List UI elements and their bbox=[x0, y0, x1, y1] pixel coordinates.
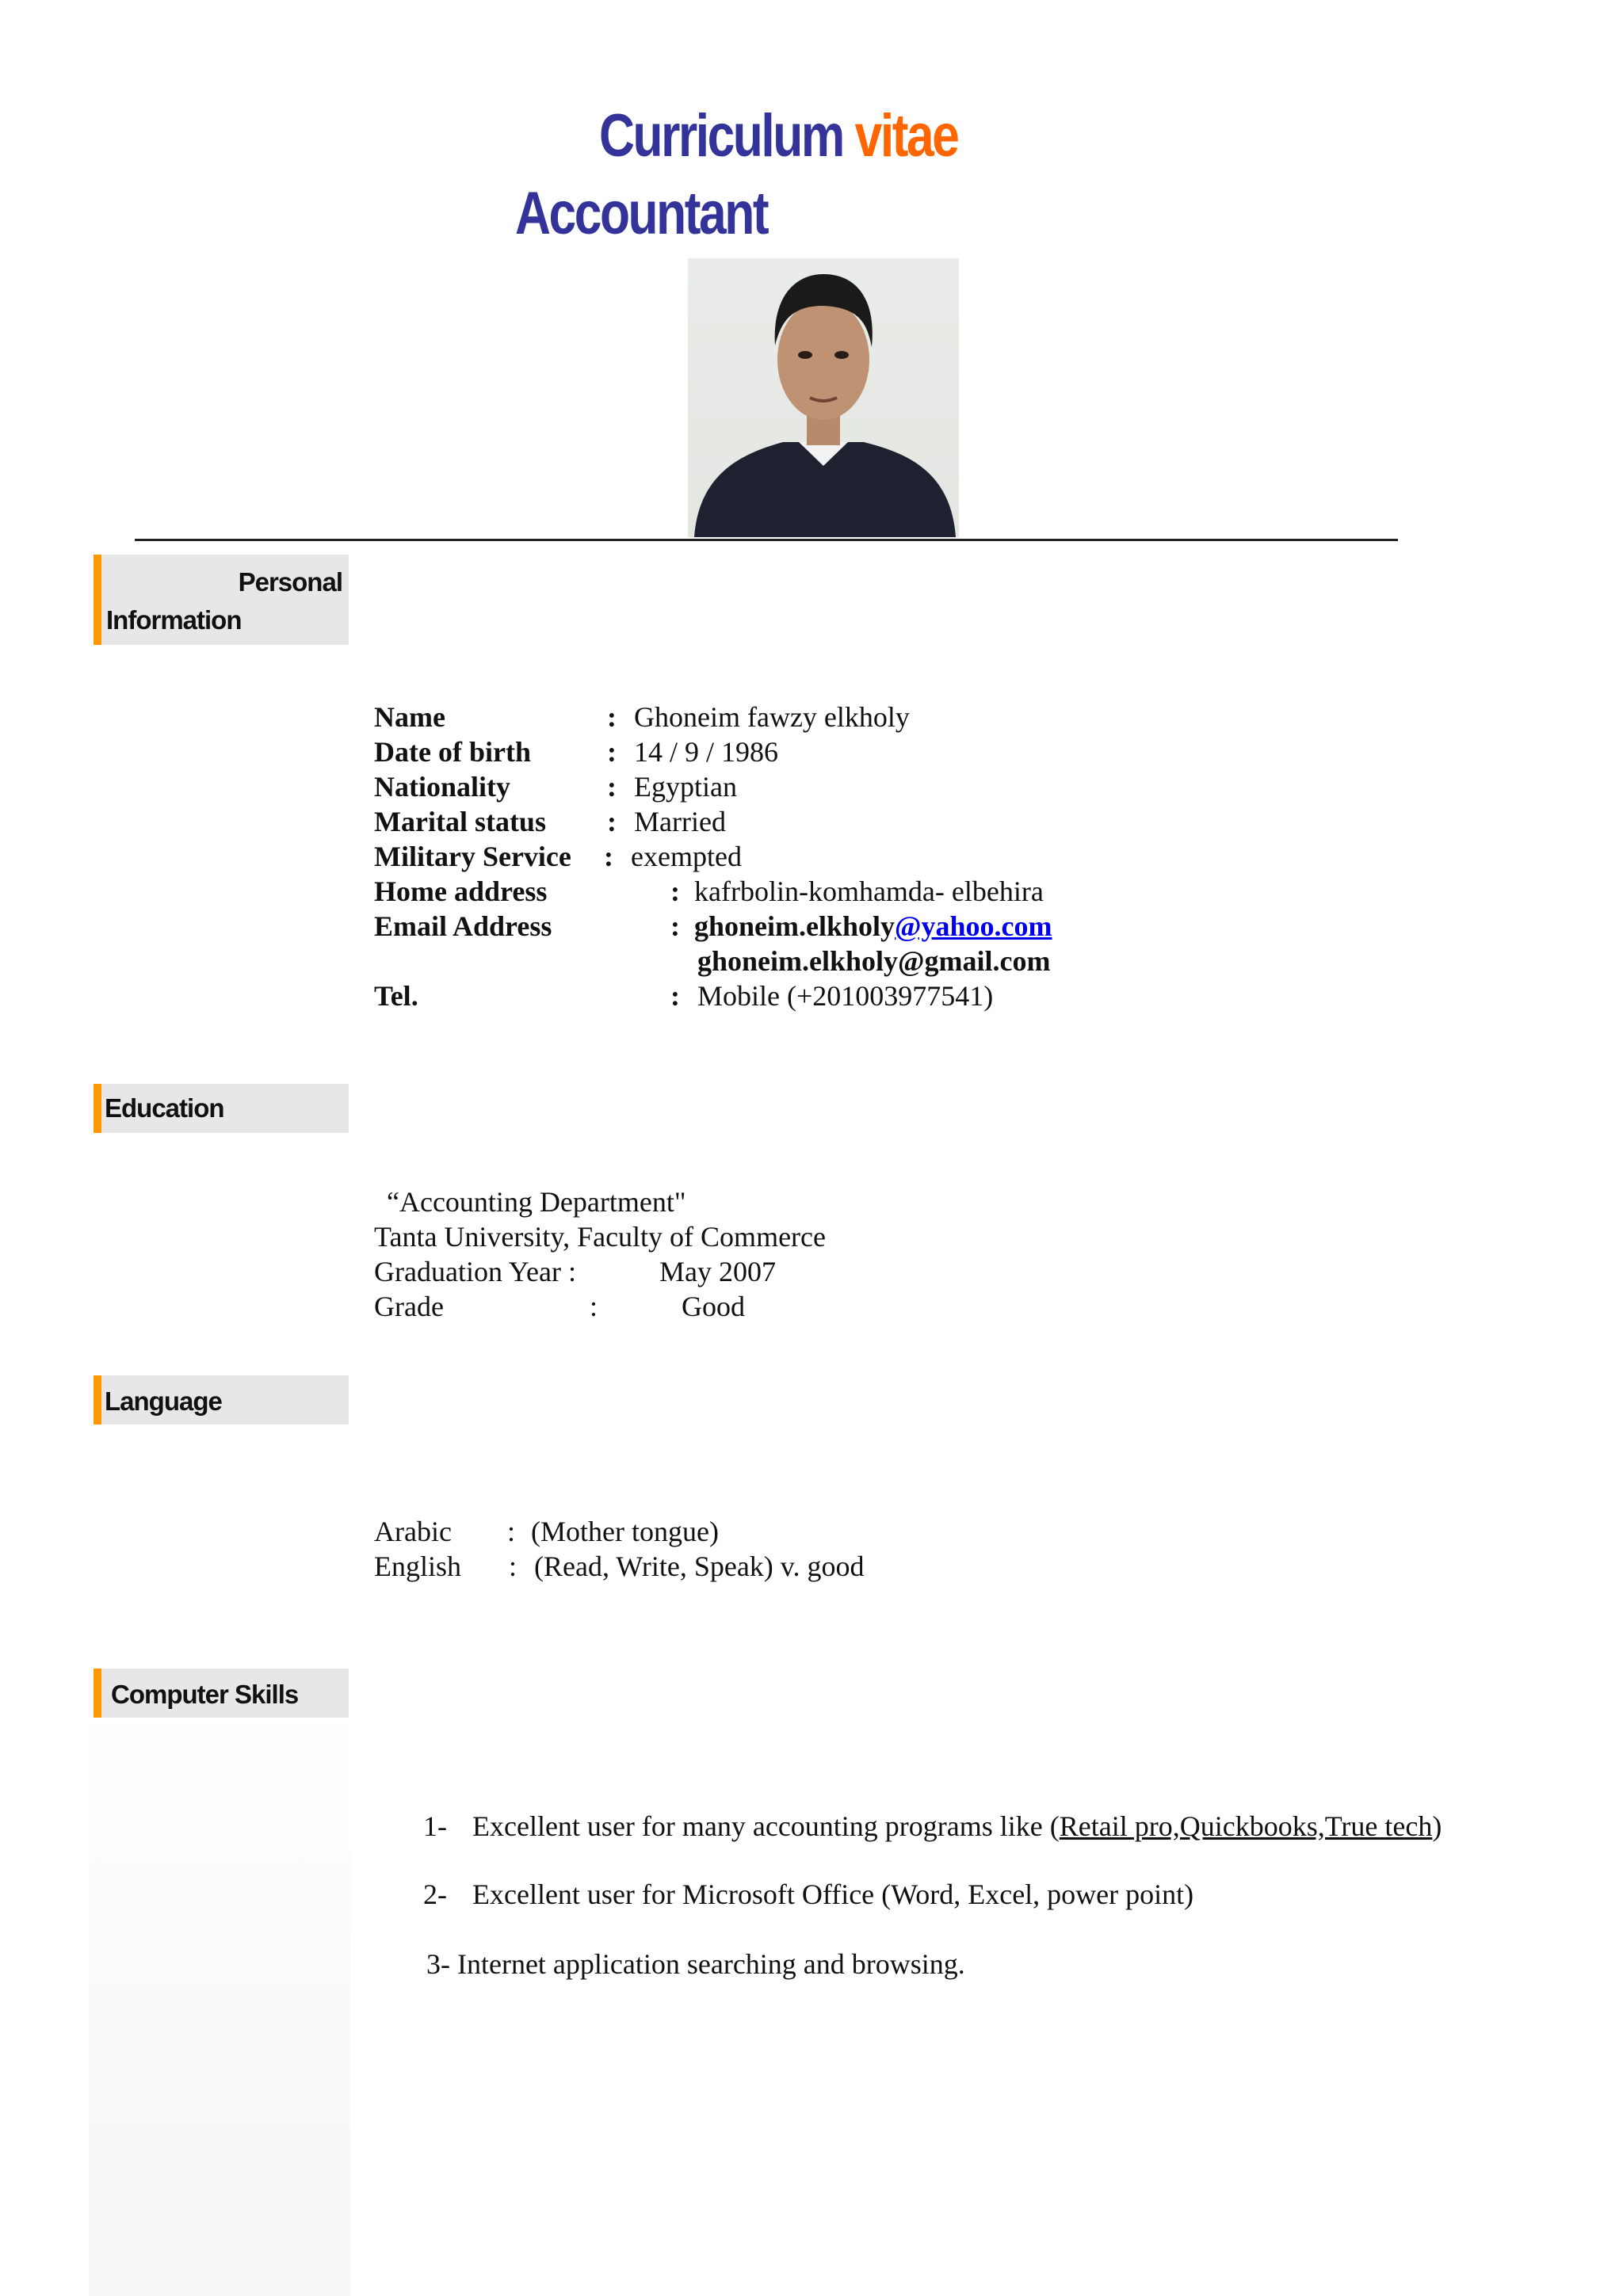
dob-value: 14 / 9 / 1986 bbox=[634, 736, 779, 768]
section-title-line2: Information bbox=[106, 605, 242, 635]
email-primary bbox=[694, 910, 1052, 943]
language-arabic-label: Arabic bbox=[374, 1516, 452, 1547]
nationality-value: Egyptian bbox=[634, 771, 737, 803]
skill-1-text: Excellent user for many accounting programs like ( bbox=[472, 1810, 1060, 1842]
marital-status-value: Married bbox=[634, 806, 726, 837]
language-english-separator: : bbox=[509, 1550, 517, 1582]
skill-1-number: 1- bbox=[423, 1810, 447, 1842]
tel-separator: : bbox=[670, 980, 680, 1012]
skill-1-close: ) bbox=[1432, 1810, 1442, 1842]
grade-label: Grade bbox=[374, 1291, 444, 1322]
language-english-label: English bbox=[374, 1550, 462, 1582]
language-english-value: (Read, Write, Speak) v. good bbox=[534, 1550, 865, 1582]
grade-value: Good bbox=[682, 1291, 745, 1322]
education-department: “Accounting Department" bbox=[387, 1186, 686, 1218]
skill-2-number: 2- bbox=[423, 1878, 447, 1910]
military-service-separator: : bbox=[604, 841, 613, 872]
tel-label: Tel. bbox=[374, 980, 418, 1012]
dob-separator: : bbox=[607, 736, 617, 768]
sidebar-shading bbox=[89, 1695, 350, 2296]
home-address-separator: : bbox=[670, 875, 680, 907]
dob-label: Date of birth bbox=[374, 736, 531, 768]
nationality-label: Nationality bbox=[374, 771, 511, 803]
profile-photo bbox=[688, 258, 959, 537]
education-university: Tanta University, Faculty of Commerce bbox=[374, 1221, 826, 1253]
skill-3-text: 3- Internet application searching and browsing. bbox=[426, 1948, 965, 1980]
marital-status-label: Marital status bbox=[374, 806, 546, 837]
job-title: Accountant bbox=[515, 180, 768, 247]
cv-title-main: Curriculum bbox=[599, 102, 843, 170]
home-address-label: Home address bbox=[374, 875, 548, 907]
military-service-value: exempted bbox=[631, 841, 742, 872]
skill-1 bbox=[472, 1810, 1442, 1843]
language-arabic-separator: : bbox=[507, 1516, 516, 1547]
email-primary-link[interactable]: @yahoo.com bbox=[895, 910, 1052, 942]
graduation-year-value: May 2007 bbox=[659, 1256, 776, 1287]
graduation-year-label: Graduation Year : bbox=[374, 1256, 576, 1287]
section-language: Language bbox=[94, 1375, 349, 1425]
name-separator: : bbox=[607, 701, 617, 733]
section-computer-skills: Computer Skills bbox=[94, 1669, 349, 1718]
email-secondary: ghoneim.elkholy@gmail.com bbox=[697, 945, 1051, 977]
skill-2-text: Excellent user for Microsoft Office (Word, Excel, power point) bbox=[472, 1878, 1194, 1910]
marital-status-separator: : bbox=[607, 806, 617, 837]
cv-title bbox=[599, 101, 957, 170]
home-address-value: kafrbolin-komhamda- elbehira bbox=[694, 875, 1044, 907]
email-label: Email Address bbox=[374, 910, 552, 942]
military-service-label: Military Service bbox=[374, 841, 571, 872]
name-value: Ghoneim fawzy elkholy bbox=[634, 701, 910, 733]
header-divider bbox=[135, 539, 1398, 541]
tel-value: Mobile (+201003977541) bbox=[697, 980, 994, 1012]
name-label: Name bbox=[374, 701, 445, 733]
section-personal-information bbox=[94, 555, 349, 645]
cv-title-accent: vitae bbox=[854, 102, 958, 170]
language-arabic-value: (Mother tongue) bbox=[531, 1516, 719, 1547]
nationality-separator: : bbox=[607, 771, 617, 803]
section-education: Education bbox=[94, 1084, 349, 1133]
skill-1-programs: Retail pro,Quickbooks,True tech bbox=[1059, 1810, 1433, 1842]
email-primary-user: ghoneim.elkholy bbox=[694, 910, 896, 942]
email-separator: : bbox=[670, 910, 680, 942]
section-title-line1: Personal bbox=[238, 567, 342, 597]
grade-separator: : bbox=[590, 1291, 598, 1322]
